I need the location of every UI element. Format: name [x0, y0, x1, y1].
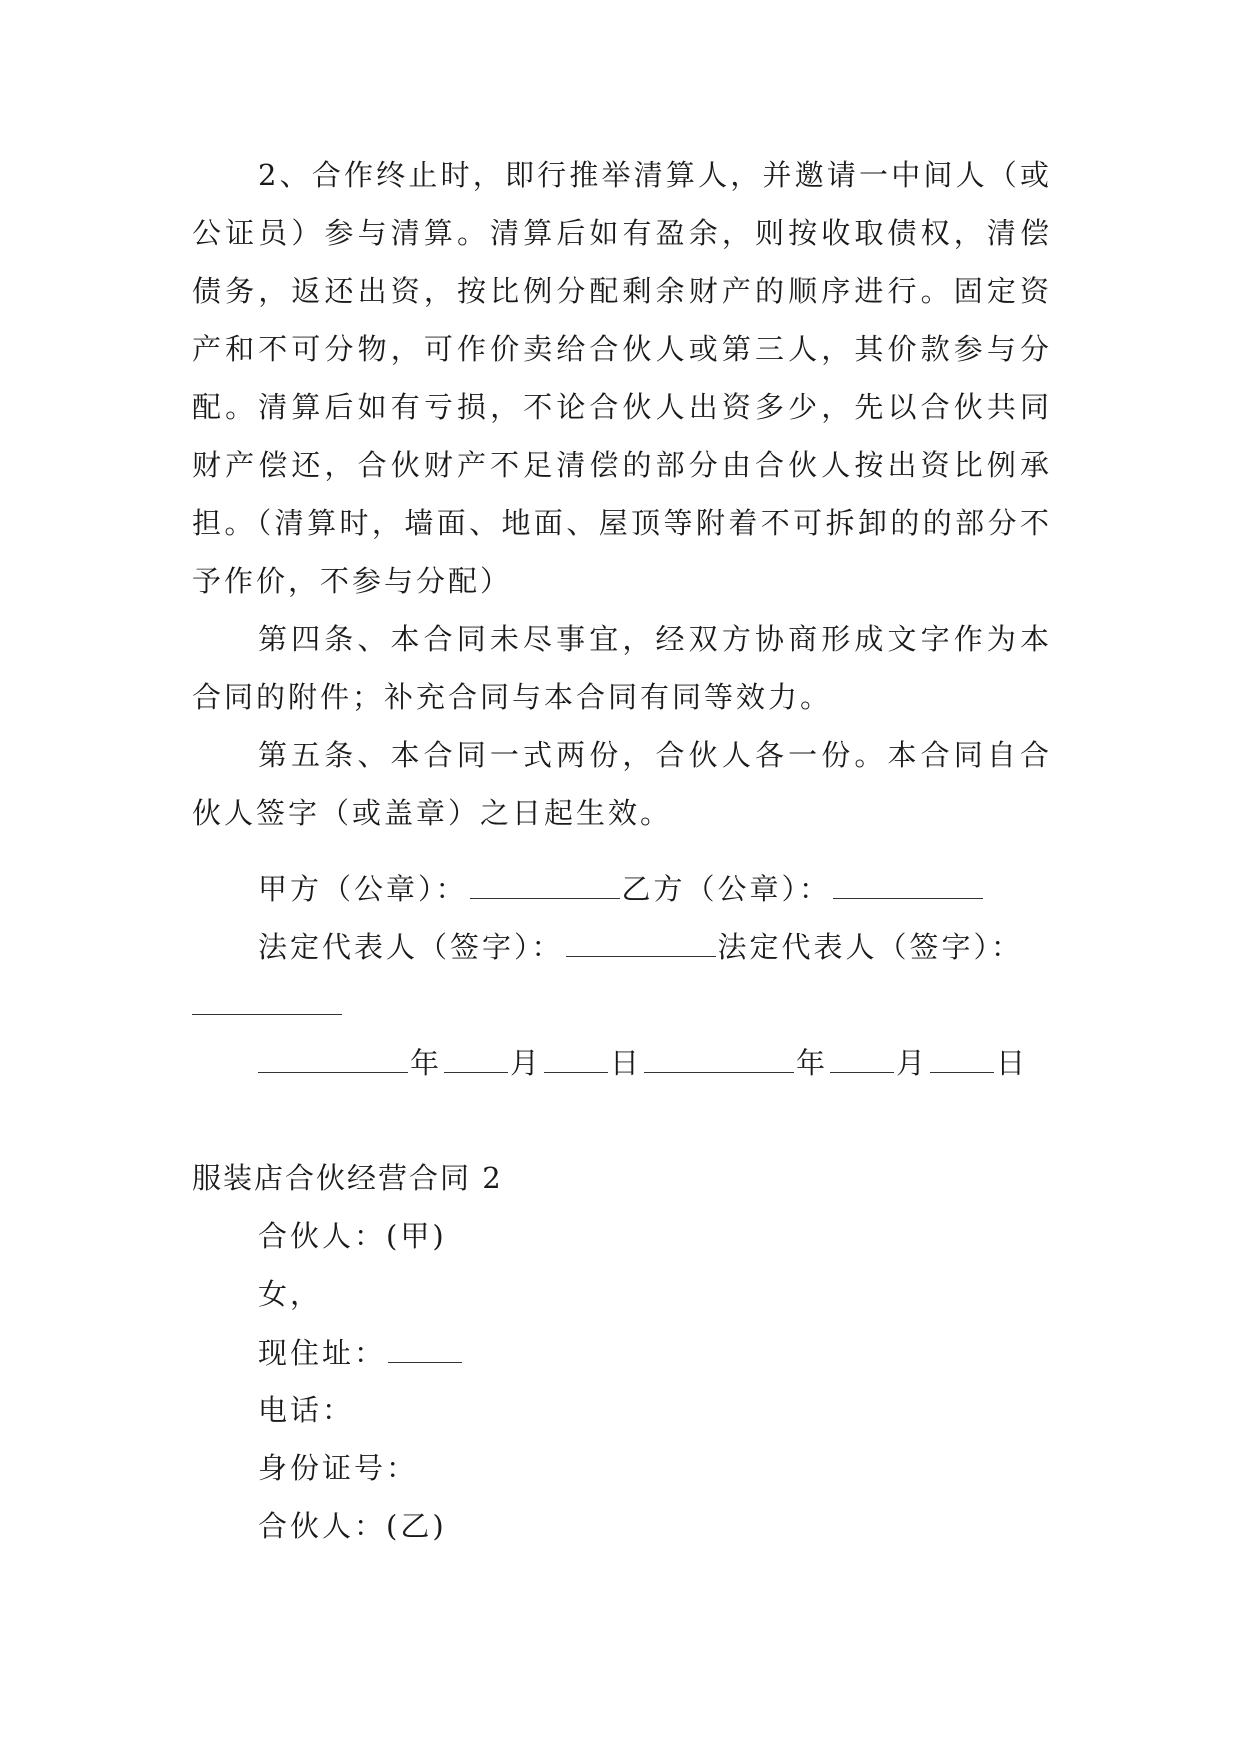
rep-b-label: 法定代表人（签字）： [717, 930, 1024, 964]
date-b-day-label: 日 [996, 1046, 1029, 1080]
date-a-day-blank [544, 1042, 608, 1073]
address-label: 现住址： [258, 1336, 387, 1370]
party-a-seal-blank [470, 868, 620, 899]
rep-a-label: 法定代表人（签字）： [258, 930, 564, 964]
date-line [256, 1042, 1028, 1083]
party-b-seal-blank [833, 868, 983, 899]
address-blank [388, 1332, 462, 1363]
date-b-year-label: 年 [796, 1046, 829, 1080]
contract-2-title: 服装店合伙经营合同 2 [192, 1161, 503, 1195]
rep-a-blank [566, 926, 716, 957]
date-a-year-label: 年 [410, 1046, 443, 1080]
date-b-day-blank [930, 1042, 994, 1073]
id-number-line: 身份证号： [258, 1451, 419, 1485]
date-a-month-blank [444, 1042, 508, 1073]
rep-b-blank-line [190, 984, 344, 1025]
clause-article-5: 第五条、本合同一式两份，合伙人各一份。本合同自合伙人签字（或盖章）之日起生效。 [192, 738, 1052, 830]
party-a-seal-label: 甲方（公章）： [258, 872, 468, 906]
date-b-year-blank [644, 1042, 794, 1073]
gender-line: 女， [258, 1277, 323, 1311]
signature-representative-line [258, 926, 1023, 967]
date-a-month-label: 月 [510, 1046, 543, 1080]
rep-b-blank [192, 984, 342, 1015]
date-b-month-label: 月 [896, 1046, 929, 1080]
contract-body [192, 146, 1052, 842]
date-a-year-blank [258, 1042, 408, 1073]
phone-line: 电话： [258, 1393, 355, 1427]
party-b-seal-label: 乙方（公章）： [621, 872, 832, 906]
signature-seal-line [258, 868, 985, 909]
address-line [258, 1332, 464, 1373]
date-a-day-label: 日 [610, 1046, 643, 1080]
clause-article-4: 第四条、本合同未尽事宜，经双方协商形成文字作为本合同的附件；补充合同与本合同有同等效力。 [192, 622, 1052, 714]
partner-a-line: 合伙人：(甲) [258, 1219, 447, 1253]
partner-b-line: 合伙人：(乙) [258, 1509, 447, 1543]
date-b-month-blank [830, 1042, 894, 1073]
clause-liquidation: 2、合作终止时，即行推举清算人，并邀请一中间人（或公证员）参与清算。清算后如有盈余，则按收取债权，清偿债务，返还出资，按比例分配剩余财产的顺序进行。固定资产和不可分物，可作价卖给合伙人或第三人，其价款参与分配。清算后如有亏损，不论合伙人出资多少，先以合伙共同财产偿还，合伙财产不足清偿的部分由合伙人按出资比例承担。（清算时，墙面、地面、屋顶等附着不可拆卸的的部分不予作价，不参与分配） [192, 158, 1052, 598]
